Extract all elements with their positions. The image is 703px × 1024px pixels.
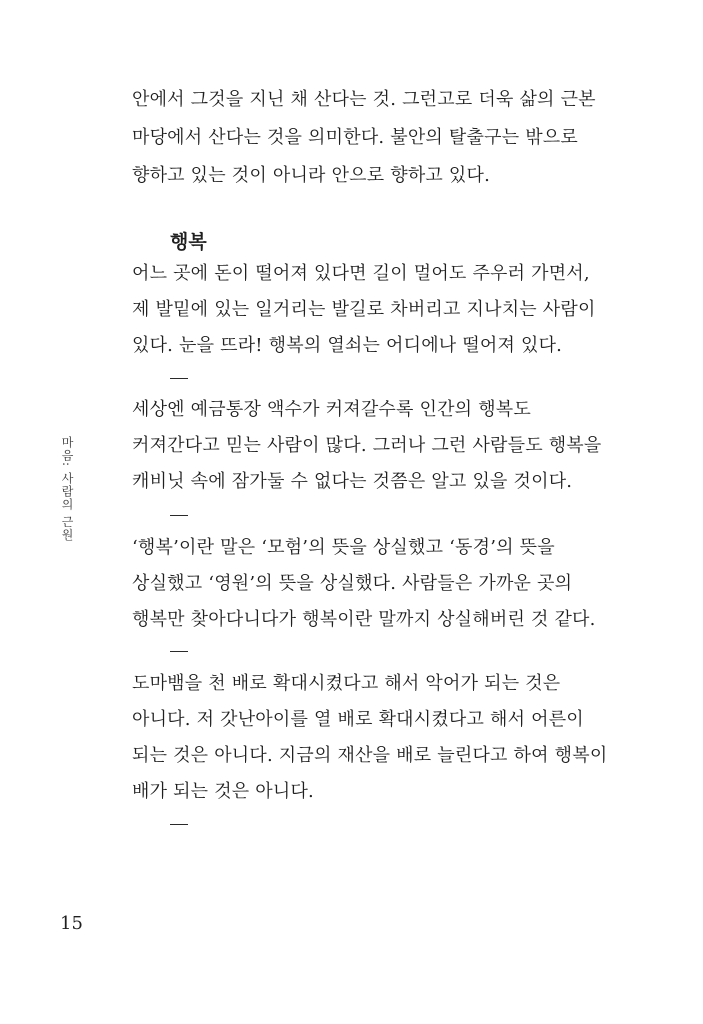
section-divider-2 [170,515,188,516]
section-divider-1 [170,378,188,379]
para1-line-3: 있다. 눈을 뜨라! 행복의 열쇠는 어디에나 떨어져 있다. [132,335,563,356]
para3-line-1: ‘행복’이란 말은 ‘모험’의 뜻을 상실했고 ‘동경’의 뜻을 [132,537,555,558]
para2-line-3: 캐비닛 속에 잠가둘 수 없다는 것쯤은 알고 있을 것이다. [132,471,573,492]
para1-line-1: 어느 곳에 돈이 떨어져 있다면 길이 멀어도 주우러 가면서, [132,263,590,284]
para2-line-2: 커져간다고 믿는 사람이 많다. 그러나 그런 사람들도 행복을 [132,435,602,456]
intro-line-1: 안에서 그것을 지닌 채 산다는 것. 그런고로 더욱 삶의 근본 [132,89,596,110]
para4-line-2: 아니다. 저 갓난아이를 열 배로 확대시켰다고 해서 어른이 [132,709,584,730]
para3-line-3: 행복만 찾아다니다가 행복이란 말까지 상실해버린 것 같다. [132,609,596,630]
intro-line-3: 향하고 있는 것이 아니라 안으로 향하고 있다. [132,165,491,186]
page-number: 15 [60,913,83,934]
para4-line-3: 되는 것은 아니다. 지금의 재산을 배로 늘린다고 하여 행복이 [132,745,608,766]
running-head: 마음: 사람의 근원 [60,436,74,542]
para4-line-1: 도마뱀을 천 배로 확대시켰다고 해서 악어가 되는 것은 [132,673,561,694]
para4-line-4: 배가 되는 것은 아니다. [132,781,314,802]
para3-line-2: 상실했고 ‘영원’의 뜻을 상실했다. 사람들은 가까운 곳의 [132,573,573,594]
para1-line-2: 제 발밑에 있는 일거리는 발길로 차버리고 지나치는 사람이 [132,299,596,320]
section-heading: 행복 [170,231,207,253]
intro-line-2: 마당에서 산다는 것을 의미한다. 불안의 탈출구는 밖으로 [132,127,578,148]
para2-line-1: 세상엔 예금통장 액수가 커져갈수록 인간의 행복도 [132,399,531,420]
section-divider-3 [170,651,188,652]
section-divider-4 [170,824,188,825]
